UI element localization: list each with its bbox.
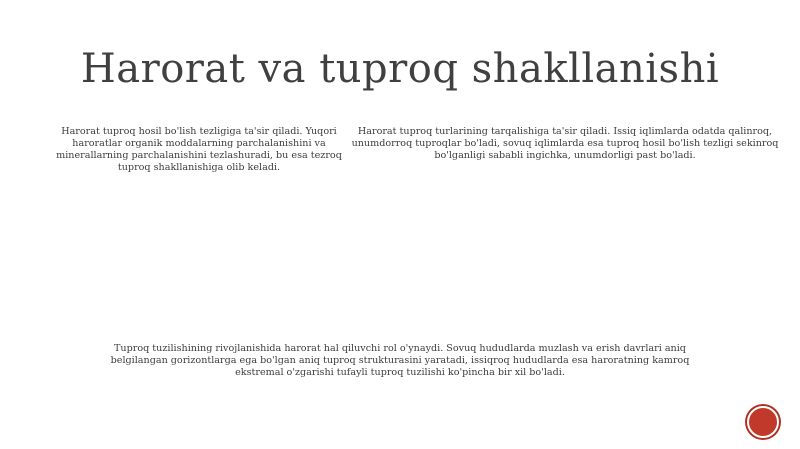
paragraph-right: Harorat tuproq turlarining tarqalishiga ta'sir qiladi. Issiq iqlimlarda odatda qalinroq, unumdorroq tuproqlar bo'ladi, sovuq iqlimlarda esa tuproq hosil bo'lish tezligi sekinroq bo'lganligi sababli ingichka, unumdorligi past bo'ladi.: [351, 125, 779, 161]
paragraph-bottom: Tuproq tuzilishining rivojlanishida harorat hal qiluvchi rol o'ynaydi. Sovuq hududlarda muzlash va erish davrlari aniq belgilangan gorizontlarga ega bo'lgan aniq tuproq strukturasini yaratadi, issiqroq hududlarda esa haroratning kamroq ekstremal o'zgarishi tufayli tuproq tuzilishi ko'pincha bir xil bo'ladi.: [110, 342, 690, 378]
next-slide-button[interactable]: [747, 406, 779, 438]
slide-title: Harorat va tuproq shakllanishi: [80, 45, 720, 92]
paragraph-left: Harorat tuproq hosil bo'lish tezligiga ta'sir qiladi. Yuqori haroratlar organik moddalarning parchalanishini va minerallarning parchalanishini tezlashuradi, bu esa tezroq tuproq shakllanishiga olib keladi.: [56, 125, 342, 173]
